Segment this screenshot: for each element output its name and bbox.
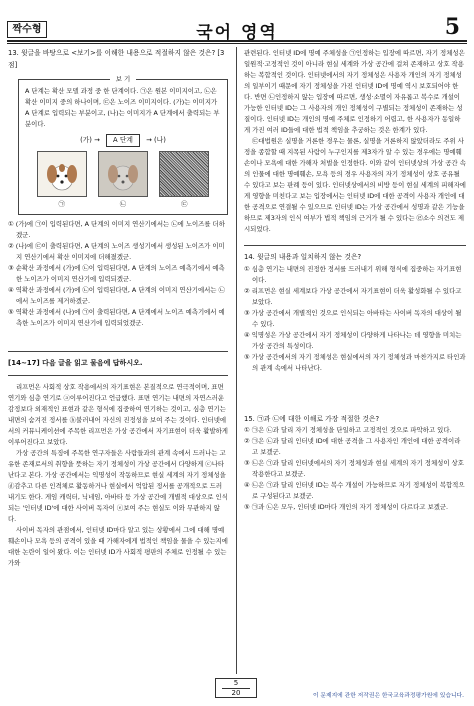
section-separator — [8, 375, 228, 376]
q14-option-5[interactable]: ⑤ 가상 공간에서의 자기 정체성은 현실에서의 자기 정체성과 마찬가지로 타인과의 관계 속에서 나타난다. — [244, 352, 466, 372]
passage-para-3: 사이버 독자의 관점에서, 인터넷 ID마다 알고 있는 상황에서 그에 대해 명예훼손이나 모욕 등의 공격이 있을 때 가해자에게 법적인 책임을 물을 수 있는지에 대한 논란이 일어 왔다. 이는 인터넷 ID가 사회적 평판의 주체로 인정될 수 있는가와 — [8, 526, 228, 567]
arrow-icon: → — [94, 136, 100, 144]
q14-stem: 14. 윗글의 내용과 일치하지 않는 것은? — [244, 253, 362, 261]
passage-para-2: 가상 공간의 특징에 주목한 연구자들은 사람들과의 관계 속에서 드러나는 고유한 존재로서의 취향을 뜻하는 자기 정체성이 가상 공간에서 다양하게 ⓒ나타난다고 본다. 가상 공간에서는 익명성이 작동하므로 현실 세계의 자기 정체성을 ⓓ감추고 다른 인격체로 활동하거나 현실에서 억압된 정서를 공개적으로 드러내기도 한다. 게임 캐릭터, 닉네임, 아바타 등 가상 공간에 개별적 대상으로 인식되는 '인터넷 ID'에 대한 사이버 독자이 ⓔ보여 주는 현실도 이와 무관하지 않다. — [8, 449, 228, 523]
caption-original: ㉠ — [58, 200, 65, 208]
flow-output: (나) — [154, 136, 166, 144]
page-number: 5 — [444, 14, 460, 40]
q15-option-3[interactable]: ③ ㉡은 ㉠과 달리 인터넷에서의 자기 정체성과 현실 세계의 자기 정체성이 상호 작용한다고 보겠군. — [244, 459, 464, 478]
image-row — [31, 151, 215, 197]
q15-option-2[interactable]: ② ㉠은 ㉡과 달리 인터넷 ID에 대한 공격을 그 사용자인 개인에 대한 공격이라고 보겠군. — [244, 437, 461, 456]
footer-total: 20 — [231, 689, 241, 697]
q13-option-3[interactable]: ③ 순확산 과정에서 (가)에 ㉡이 입력된다면, A 단계의 노이즈 예측기에서 예측한 노이즈가 이미지 연산기에 입력되겠군. — [8, 264, 225, 283]
passage-right-para-2: ㉢대법원은 실명을 거론한 경우는 물론, 실명을 거론하지 않았더라도 주위 사정을 종합할 때 지목된 사람이 누구인지를 제3자가 알 수 있는 경우에는 명예훼손이나 모욕에 대한 가해자 처벌을 인정한다. 이와 같이 인터넷상의 가상 공간 속의 인물에 대한 명예훼손, 모욕 등의 경우 사용자의 자기 정체성이 상호 공유될 수 있다고 보는 판례 등이 있다. 인터넷상에서의 비방 등이 현실 세계의 피해자에게 영향을 미친다고 보는 입장에서는 인터넷 ID에 대한 공격이 사용자 개인에 대한 공격으로 연결될 수 있으므로 인터넷 ID는 가상 공간에서 성명과 같은 기능을 하므로 제3자의 인식 여부가 법적 책임의 근거가 될 수 있다는 ㉣소수 의견도 제시되었다. — [244, 137, 466, 233]
arrow-icon: → — [146, 136, 152, 144]
q14-option-4[interactable]: ④ 익명성은 가상 공간에서 자기 정체성이 다양하게 나타나는 데 영향을 미치는 가상 공간의 특성이다. — [244, 330, 462, 350]
q13-stem: 13. 윗글을 바탕으로 <보기>를 이해한 내용으로 적절하지 않은 것은? [3점] — [8, 49, 225, 69]
footer-page-indicator — [215, 678, 257, 698]
section-separator — [8, 351, 228, 352]
flow-diagram — [25, 134, 221, 147]
q14-option-1[interactable]: ① 심층 연기는 내면의 진정한 정서를 드러내기 위해 형식에 집중하는 자기표현이다. — [244, 264, 462, 284]
image-captions — [31, 199, 215, 210]
page-title: 국어 영역 — [196, 23, 278, 43]
q13-option-2[interactable]: ② (나)에 ㉢이 출력된다면, A 단계의 노이즈 생성기에서 생성된 노이즈가 이미지 연산기에서 확산 이미지에 더해졌겠군. — [8, 242, 225, 261]
q14-option-2[interactable]: ② 리프먼은 현실 세계보다 가상 공간에서 자기표현이 더욱 활성화될 수 있다고 보았다. — [244, 286, 462, 306]
q15-option-5[interactable]: ⑤ ㉠과 ㉡은 모두, 인터넷 ID마다 개인의 자기 정체성이 다르다고 보겠군. — [244, 503, 449, 511]
form-type-badge: 짝수형 — [7, 21, 47, 38]
q13-option-1[interactable]: ① (가)에 ㉠이 입력된다면, A 단계의 이미지 연산기에서는 ㉡에 노이즈를 더하겠군. — [8, 220, 225, 239]
caption-diffused: ㉡ — [119, 200, 127, 208]
column-divider — [236, 47, 237, 674]
original-dog-image — [37, 151, 87, 197]
flow-stage: A 단계 — [106, 134, 140, 147]
header-rule — [7, 40, 467, 42]
copyright-notice: 이 문제지에 관한 저작권은 한국교육과정평가원에 있습니다. — [312, 693, 464, 699]
bogi-label: 보 기 — [19, 74, 227, 85]
flow-input: (가) — [80, 136, 92, 144]
q15-option-1[interactable]: ① ㉠은 ㉡과 달리 자기 정체성을 단일하고 고정적인 것으로 파악하고 있다. — [244, 426, 452, 434]
header-rule-thin — [7, 43, 467, 44]
right-column — [244, 48, 466, 513]
caption-noise: ㉢ — [181, 200, 188, 208]
passage-right-para-1: 관련된다. 인터넷 ID에 명예 주체성을 ㉠인정하는 입장에 따르면, 자기 정체성은 일원적·고정적인 것이 아니라 현실 세계와 가상 공간에 걸쳐 존재하고 상호 작용하는 복합적인 것이다. 인터넷에서의 자기 정체성은 사용자 개인의 자기 정체성의 일부이기 때문에 자기 정체성을 가진 인터넷 ID에 명예 역시 보호되어야 한다. 반면 ㉡인정하지 않는 입장에 따르면, 생성·소멸이 자유롭고 복수로 개설이 가능한 인터넷 ID는 그 사용자의 개인 정체성이 구별되는 정체성이 존재하는 성질이다. 인터넷 ID는 개인의 명예 주체로 인정하기 어렵고, 한 사용자가 동일하게 가진 여러 ID들에 대한 법적 책임을 추궁하는 것은 한계가 있다. — [244, 49, 465, 134]
left-column — [8, 48, 228, 569]
passage-heading: [14~17] 다음 글을 읽고 물음에 답하시오. — [8, 359, 143, 367]
q13-bogi-box — [18, 75, 228, 215]
bogi-text: A 단계는 확산 모델 과정 중 한 단계이다. ㉠은 원본 이미지이고, ㉡은 확산 이미지 중의 하나이며, ㉢은 노이즈 이미지이다. (가)는 이미지가 A 단계로 입력되는 부분이고, (나)는 이미지가 A 단계에서 출력되는 부분이다. — [25, 87, 220, 128]
q14-option-3[interactable]: ③ 가상 공간에서 개별적인 것으로 인식되는 아바타는 사이버 독자의 대상이 될 수 있다. — [244, 308, 462, 328]
footer-page: 5 — [233, 679, 239, 687]
noise-image — [159, 151, 209, 197]
passage-para-1: 리프먼은 사회적 상호 작용에서의 자기표현은 본질적으로 연극적이며, 표면 연기와 심층 연기로 ⓐ이루어진다고 언급했다. 표면 연기는 내면의 자연스러운 감정보다 외재적인 표현과 같은 형식에 집중하여 연기하는 것이고, 심층 연기는 내면의 숨겨진 정서를 ⓑ불러내어 자신의 진정성을 보여 주는 것이다. 인터넷에서의 커뮤니케이션에 주목한 리프먼은 가상 공간에서 자기표현이 더욱 활발하게 이루어진다고 보았다. — [8, 383, 228, 446]
q13-option-5[interactable]: ⑤ 역확산 과정에서 (나)에 ㉠이 출력된다면, A 단계에서 노이즈 예측기에서 예측한 노이즈가 이미지 연산기에 입력되었겠군. — [8, 308, 225, 327]
q13-option-4[interactable]: ④ 역확산 과정에서 (가)에 ㉡이 입력된다면, A 단계의 이미지 연산기에서는 ㉡에서 노이즈를 제거하겠군. — [8, 286, 225, 305]
q15-option-4[interactable]: ④ ㉡은 ㉠과 달리 인터넷 ID는 복수 개설이 가능하므로 자기 정체성이 복합적으로 구성된다고 보겠군. — [244, 481, 465, 500]
q15-stem: 15. ㉠과 ㉡에 대한 이해로 가장 적절한 것은? — [244, 414, 380, 423]
section-separator — [244, 245, 466, 246]
diffused-dog-image — [98, 151, 148, 197]
